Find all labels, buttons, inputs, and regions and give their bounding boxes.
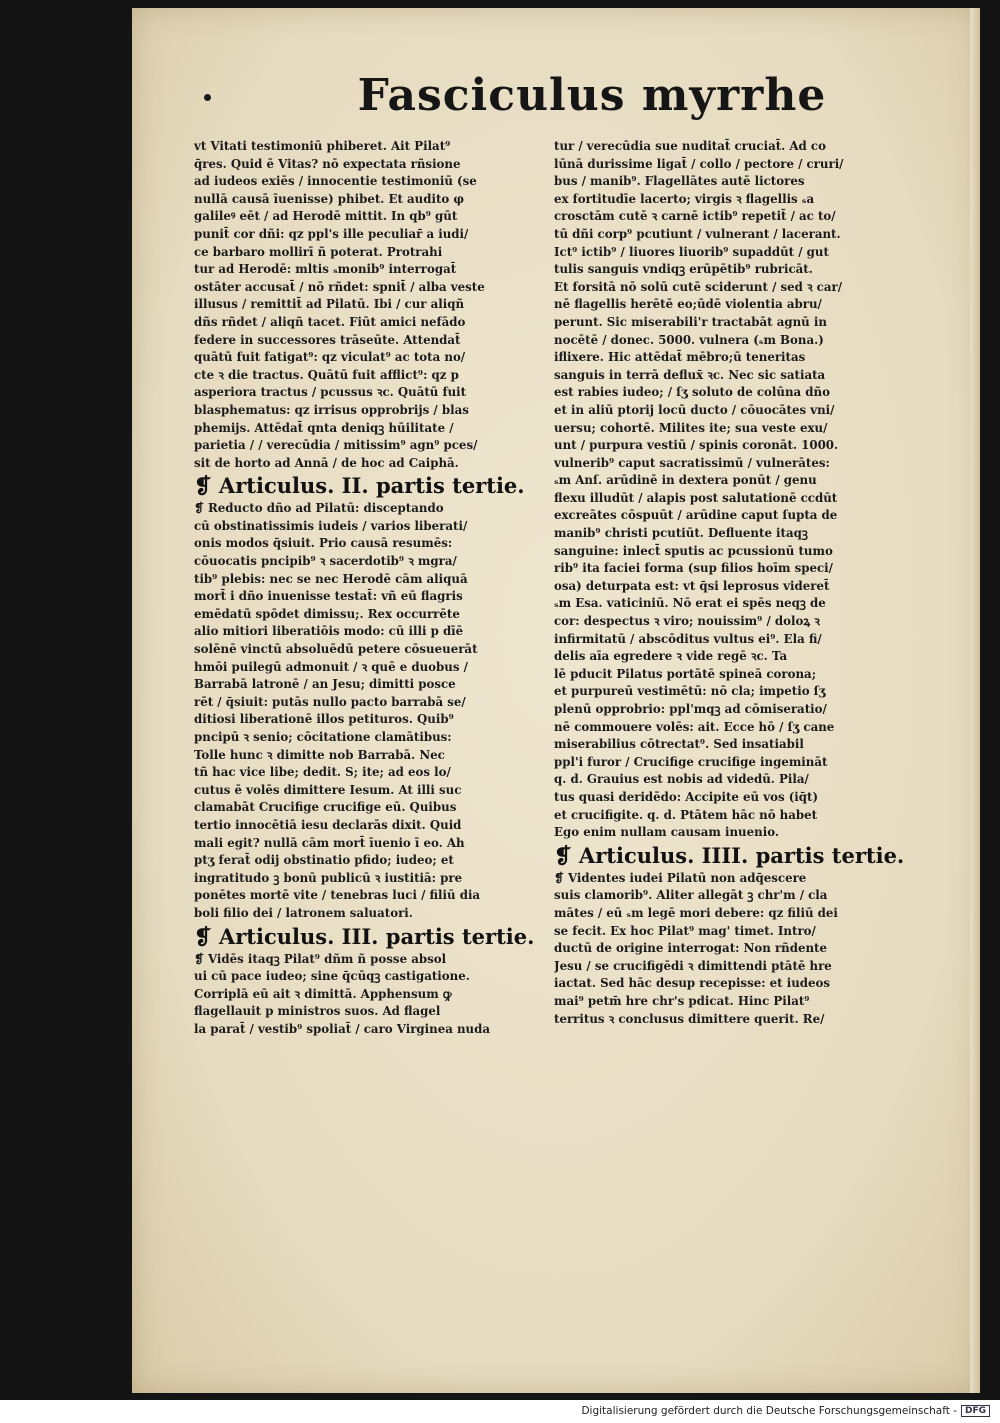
text-line: crosctām cutē ꝛ carnē ictib⁹ repetit̄ / ac to/ bbox=[554, 209, 836, 224]
text-line: tū dñi corp⁹ pcutiunt / vulnerant / lacerant. bbox=[554, 226, 841, 241]
text-line: ce barbaro mollirī ñ poterat. Protrahi bbox=[194, 244, 443, 259]
text-line: ductū de origine interrogat: Non rñdente bbox=[554, 941, 828, 956]
text-line: blasphematus: qz irrisus opprobrijs / blas bbox=[194, 402, 469, 417]
text-line: suis clamorib⁹. Aliter allegāt ꝫ chr'm / cla bbox=[554, 888, 828, 903]
text-line: rib⁹ ita faciei forma (sup filios hoīm speci/ bbox=[554, 561, 833, 576]
section-heading: ❡ Articulus. II. partis tertie. bbox=[194, 473, 525, 499]
text-line: nē commouere volēs: ait. Ecce hō / ſʒ cane bbox=[554, 719, 835, 734]
text-line: sanguis in terrā deflux̄ ꝛc. Nec sic satiata bbox=[554, 367, 826, 382]
text-line: ostāter accusat̄ / nō rñdet: spnit̄ / alba veste bbox=[194, 279, 485, 294]
text-line: et crucifigite. q. d. Ptātem hāc nō habet bbox=[554, 807, 818, 822]
ink-dot-mark bbox=[204, 94, 211, 101]
text-line: est rabies iudeo; / ſʒ soluto de colūna dño bbox=[554, 385, 830, 400]
text-line: hmōi puilegū admonuit / ꝛ quē e duobus / bbox=[194, 659, 468, 674]
text-line: tur ad Herodē: mltis ₛmonib⁹ interrogat̄ bbox=[194, 262, 457, 277]
text-line: excreātes cōspuūt / arūdine caput ſupta de bbox=[554, 508, 838, 523]
text-line: cutus ē volēs dimittere Iesum. At illi suc bbox=[194, 782, 462, 797]
text-line: iactat. Sed hāc desup recepisse: et iudeos bbox=[554, 976, 831, 991]
text-line: onis modos q̄siuit. Prio causā resumēs: bbox=[194, 536, 453, 551]
text-line: mort̄ i dño inuenisse testat̄: vñ eū flagris bbox=[194, 589, 463, 604]
text-line: alio mitiori liberatiōis modo: cū illi p dīē bbox=[194, 624, 464, 639]
text-line: Jesu / se crucifigēdi ꝛ dimittendi ptātē hre bbox=[554, 958, 832, 973]
text-line: Ego enim nullam causam inuenio. bbox=[554, 825, 779, 840]
text-line: ex fortitudīe lacerto; virgis ꝛ flagellis ₛa bbox=[554, 191, 815, 206]
text-line: cor: despectus ꝛ viro; nouissim⁹ / doloꝝ ꝛ bbox=[554, 614, 820, 629]
text-line: vt Vitati testimoniū phiberet. Ait Pilat⁹ bbox=[194, 139, 451, 153]
text-line: tñ hac vice libe; dedit. S; ite; ad eos lo/ bbox=[194, 765, 451, 780]
left-text-column bbox=[194, 138, 551, 1039]
text-line: illusus / remittit̄ ad Pilatū. Ibi / cur aliqñ bbox=[194, 297, 465, 312]
text-line: punit̄ cor dñi: qz ppl's ille peculiar̄ a iudi/ bbox=[194, 226, 469, 241]
text-line: ditiosi liberationē illos petituros. Quib⁹ bbox=[194, 712, 454, 727]
text-line: cte ꝛ die tractus. Quātū fuit afflict⁹: qz p bbox=[194, 367, 459, 382]
text-line: flagellauit p ministros suos. Ad flagel bbox=[194, 1004, 441, 1019]
text-line: solēnē vinctū absoluēdū petere cōsueuerāt bbox=[194, 642, 478, 657]
text-line: lē pducit Pilatus portātē spineā corona; bbox=[554, 666, 817, 681]
text-line: clamabāt Crucifige crucifige eū. Quibus bbox=[194, 800, 457, 815]
text-line: ❡ Videntes iudei Pilatū non adq̄escere bbox=[554, 870, 807, 885]
text-line: mai⁹ petm̄ hre chr's pdicat. Hinc Pilat⁹ bbox=[554, 993, 810, 1008]
text-line: federe in successores trāseūte. Attendat̄ bbox=[194, 332, 461, 347]
text-line: q. d. Grauius est nobis ad videdū. Pila/ bbox=[554, 772, 809, 787]
text-line: tertio innocētiā iesu declarās dixit. Quid bbox=[194, 817, 462, 832]
text-line: ingratitudo ꝫ bonū publicū ꝛ iustitiā: pre bbox=[194, 870, 463, 885]
text-line: ₛm Esa. vaticiniū. Nō erat ei spēs neqꝫ de bbox=[554, 596, 826, 611]
section-heading: ❡ Articulus. IIII. partis tertie. bbox=[554, 842, 905, 868]
text-line: bus / manib⁹. Flagellātes autē lictores bbox=[554, 174, 805, 189]
text-line: ui cū pace iudeo; sine q̄cūqꝫ castigatione. bbox=[194, 969, 470, 984]
text-line: tulis sanguis vndiqꝫ erūpētib⁹ rubricāt. bbox=[554, 262, 813, 277]
text-line: infirmitatū / abscōditus vultus ei⁹. Ela fi/ bbox=[554, 631, 822, 646]
text-line: perunt. Sic miserabili'r tractabāt agnū in bbox=[554, 314, 827, 329]
text-line: cōuocatis pncipib⁹ ꝛ sacerdotib⁹ ꝛ mgra/ bbox=[194, 554, 457, 569]
text-line: et purpureū vestimētū: nō cla; impetio ſʒ bbox=[554, 684, 826, 699]
text-line: iflixere. Hic attēdat̄ mēbro;ū teneritas bbox=[554, 350, 806, 365]
text-line: tus quasi deridēdo: Accipite eū vos (iq̄t) bbox=[554, 789, 819, 804]
text-line: q̄res. Quid ē Vitas? nō expectata rñsione bbox=[194, 156, 461, 171]
text-line: Ict⁹ ictib⁹ / liuores liuorib⁹ supaddūt / gut bbox=[554, 244, 829, 259]
text-line: sanguine: inlect̄ sputis ac pcussionū tumo bbox=[554, 543, 833, 558]
text-line: nullā causā īuenisse) phibet. Et audito φ bbox=[194, 191, 465, 206]
text-line: osa) deturpata est: vt q̄si leprosus videret̄ bbox=[554, 578, 830, 593]
text-line: emēdatū spōdet dimissu;. Rex occurrēte bbox=[194, 606, 460, 621]
text-line: nocētē / donec. 5000. vulnera (ₛm Bona.) bbox=[554, 332, 824, 347]
text-line: Et forsitā nō solū cutē sciderunt / sed ꝛ car/ bbox=[554, 279, 843, 294]
dfg-logo: DFG bbox=[961, 1405, 990, 1417]
text-line: se fecit. Ex hoc Pilat⁹ mag' timet. Intro/ bbox=[554, 923, 816, 938]
text-line: Tolle hunc ꝛ dimitte nob Barrabā. Nec bbox=[194, 747, 445, 762]
text-line: ad iudeos exiēs / innocentie testimoniū (se bbox=[194, 174, 477, 189]
text-line: tib⁹ plebis: nec se nec Herodē cām aliquā bbox=[194, 571, 468, 586]
text-line: quātū fuit fatigat⁹: qz viculat⁹ ac tota no/ bbox=[194, 350, 466, 365]
text-line: boli filio dei / latronem saluatori. bbox=[194, 905, 413, 920]
text-line: delis aīa egredere ꝛ vide regē ꝛc. Ta bbox=[554, 649, 788, 664]
text-line: mali egit? nullā cām mort̄ īuenio ī eo. Ah bbox=[194, 835, 465, 850]
text-line: plenū opprobrio: ppl'mqꝫ ad cōmiseratio/ bbox=[554, 702, 827, 716]
text-line: lūnā durissime ligat̄ / collo / pectore / cruri/ bbox=[554, 156, 844, 171]
text-line: sit de horto ad Annā / de hoc ad Caiphā. bbox=[194, 455, 459, 470]
text-line: phemijs. Attēdat̄ qnta deniqꝫ hūilitate / bbox=[194, 420, 454, 435]
digitization-credit bbox=[581, 1405, 990, 1417]
text-line: Barrabā latronē / an Jesu; dimitti posce bbox=[194, 677, 456, 692]
text-line: asperiora tractus / pcussus ꝛc. Quātū fuit bbox=[194, 385, 467, 400]
text-line: dñs rñdet / aliqñ tacet. Fiūt amici nefādo bbox=[194, 314, 466, 329]
text-line: manib⁹ christi pcutiūt. Defluente itaqꝫ bbox=[554, 526, 808, 541]
text-line: mātes / eū ₛm legē mori debere: qz filiū dei bbox=[554, 905, 838, 920]
text-line: nē flagellis herētē eo;ūdē violentia abru/ bbox=[554, 297, 822, 312]
text-line: la parat̄ / vestib⁹ spoliat̄ / caro Virginea nuda bbox=[194, 1021, 491, 1036]
text-line: tur / verecūdia sue nuditat̄ cruciat̄. Ad co bbox=[554, 139, 826, 153]
text-line: pncipū ꝛ senio; cōcitatione clamātibus: bbox=[194, 730, 452, 744]
text-line: vulnerib⁹ caput sacratissimū / vulnerātes: bbox=[554, 455, 830, 470]
page-title: Fasciculus myrrhe bbox=[357, 70, 827, 121]
credit-text: Digitalisierung gefördert durch die Deutsche Forschungsgemeinschaft - bbox=[581, 1405, 957, 1417]
text-line: ₛm Anſ. arūdinē in dextera ponūt / genu bbox=[554, 473, 817, 488]
text-line: ptʒ ferat̄ odij obstinatio pfido; iudeo; et bbox=[194, 853, 454, 868]
text-line: et in aliū ptorij locū ducto / cōuocātes vni/ bbox=[554, 402, 835, 417]
book-page bbox=[132, 8, 980, 1393]
text-line: galileꝰ eēt / ad Herodē mittit. In qb⁹ gūt bbox=[194, 209, 458, 224]
text-line: ❡ Vidēs itaqꝫ Pilat⁹ dñm ñ posse absol bbox=[194, 951, 447, 966]
text-line: Corriplā eū ait ꝛ dimittā. Apphensum ꝙ bbox=[194, 986, 452, 1001]
text-line: ppl'i furor / Crucifige crucifige ingemināt bbox=[554, 754, 828, 769]
text-line: territus ꝛ conclusus dimittere querit. Re/ bbox=[554, 1011, 825, 1026]
page-edge bbox=[970, 8, 980, 1393]
text-line: unt / purpura vestiū / spinis coronāt. 1000. bbox=[554, 438, 839, 453]
text-line: ❡ Reducto dño ad Pilatū: disceptando bbox=[194, 501, 444, 516]
text-line: uersu; cohortē. Milites ite; sua veste exu/ bbox=[554, 420, 828, 435]
text-line: miserabilius cōtrectat⁹. Sed insatiabil bbox=[554, 737, 804, 752]
text-line: rēt / q̄siuit: putās nullo pacto barrabā se/ bbox=[194, 694, 466, 709]
text-line: ponētes mortē vite / tenebras luci / filiū dia bbox=[194, 888, 481, 903]
text-line: parietia / / verecūdia / mitissim⁹ agn⁹ pces/ bbox=[194, 438, 478, 453]
section-heading: ❡ Articulus. III. partis tertie. bbox=[194, 923, 535, 949]
text-line: cū obstinatissimis iudeis / varios liberati/ bbox=[194, 518, 468, 533]
text-line: flexu illudūt / alapis post salutationē ccdūt bbox=[554, 490, 838, 505]
right-text-column bbox=[554, 138, 911, 1028]
